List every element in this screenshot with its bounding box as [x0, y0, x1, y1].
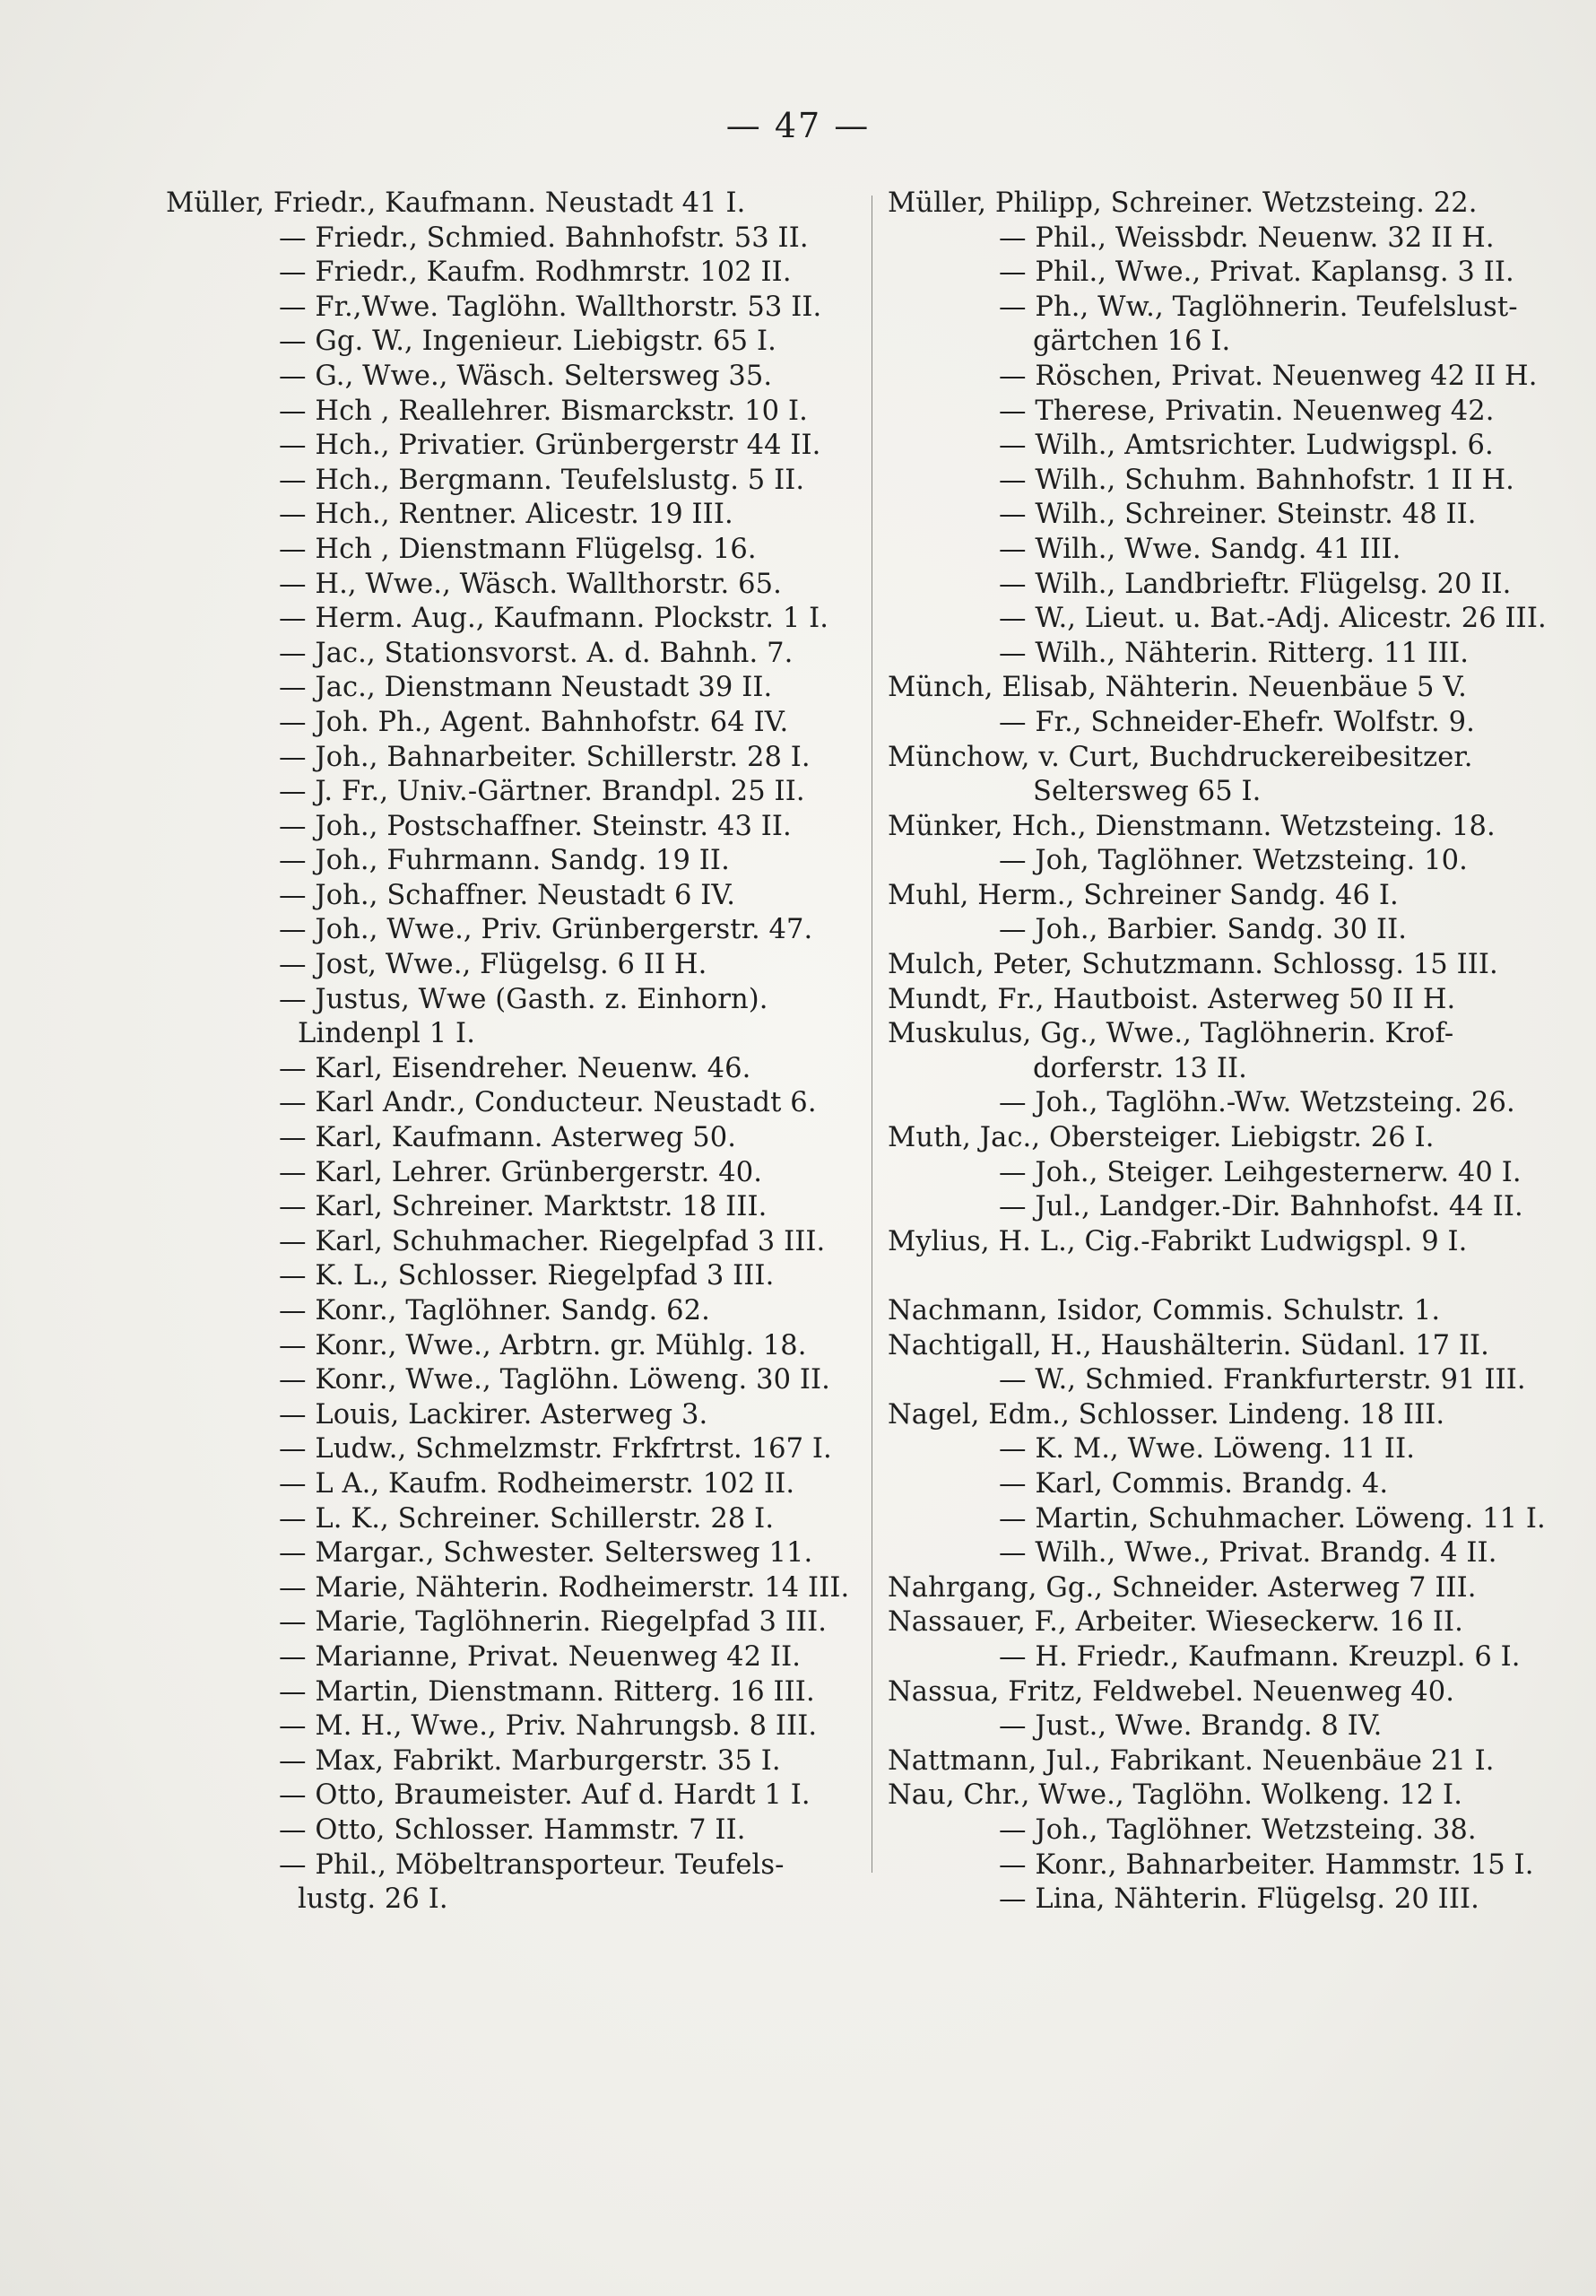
directory-entry-line: — Phil., Weissbdr. Neuenw. 32 II H.: [999, 222, 1495, 254]
directory-entry-line: Nachmann, Isidor, Commis. Schulstr. 1.: [888, 1295, 1441, 1326]
directory-entry-line: — Jac., Dienstmann Neustadt 39 II.: [279, 672, 773, 704]
directory-entry-line: — Marie, Nähterin. Rodheimerstr. 14 III.: [279, 1571, 850, 1604]
directory-entry-line: Müller, Philipp, Schreiner. Wetzsteing. 22.: [888, 187, 1478, 219]
directory-entry-line: — Konr., Wwe., Arbtrn. gr. Mühlg. 18.: [279, 1329, 807, 1361]
directory-entry-line: Seltersweg 65 I.: [1033, 776, 1262, 808]
directory-entry-line: — Hch , Reallehrer. Bismarckstr. 10 I.: [279, 395, 808, 427]
directory-entry-line: Nau, Chr., Wwe., Taglöhn. Wolkeng. 12 I.: [888, 1779, 1462, 1812]
directory-entry-line: — Joh., Bahnarbeiter. Schillerstr. 28 I.: [279, 741, 811, 773]
directory-entry-line: — Joh., Postschaffner. Steinstr. 43 II.: [279, 810, 792, 842]
directory-entry-line: — Joh., Schaffner. Neustadt 6 IV.: [279, 879, 735, 911]
directory-entry-line: — G., Wwe., Wäsch. Seltersweg 35.: [279, 360, 773, 392]
directory-entry-line: — Just., Wwe. Brandg. 8 IV.: [999, 1710, 1383, 1743]
directory-entry-line: — Fr., Schneider-Ehefr. Wolfstr. 9.: [999, 706, 1475, 738]
directory-entry-line: Münker, Hch., Dienstmann. Wetzsteing. 18.: [888, 810, 1496, 842]
directory-entry-line: — Karl, Schuhmacher. Riegelpfad 3 III.: [279, 1225, 826, 1257]
directory-entry-line: — Konr., Bahnarbeiter. Hammstr. 15 I.: [999, 1848, 1534, 1881]
directory-entry-line: — Lina, Nähterin. Flügelsg. 20 III.: [999, 1883, 1479, 1916]
directory-entry-line: — Marie, Taglöhnerin. Riegelpfad 3 III.: [279, 1606, 828, 1639]
directory-entry-line: Muhl, Herm., Schreiner Sandg. 46 I.: [888, 879, 1399, 911]
directory-entry-line: — Karl, Schreiner. Marktstr. 18 III.: [279, 1191, 768, 1223]
directory-entry-line: — Joh., Taglöhner. Wetzsteing. 38.: [999, 1813, 1477, 1846]
directory-entry-line: Lindenpl 1 I.: [298, 1018, 475, 1050]
directory-entry-line: — K. L., Schlosser. Riegelpfad 3 III.: [279, 1260, 775, 1292]
directory-entry-line: — Otto, Schlosser. Hammstr. 7 II.: [279, 1813, 746, 1846]
directory-entry-line: lustg. 26 I.: [298, 1883, 448, 1916]
directory-entry-line: — Ph., Ww., Taglöhnerin. Teufelslust-: [999, 291, 1518, 323]
directory-entry-line: Mylius, H. L., Cig.-Fabrikt Ludwigspl. 9 I.: [888, 1225, 1468, 1257]
right-column: [888, 187, 1560, 1918]
directory-entry-line: — Joh., Steiger. Leihgesternerw. 40 I.: [999, 1156, 1522, 1188]
directory-entry-line: — Hch., Bergmann. Teufelslustg. 5 II.: [279, 464, 805, 496]
page-number: — 47 —: [725, 106, 871, 145]
directory-entry-line: — Martin, Dienstmann. Ritterg. 16 III.: [279, 1675, 815, 1708]
directory-entry-line: — Jul., Landger.-Dir. Bahnhofst. 44 II.: [999, 1191, 1523, 1223]
directory-entry-line: — H. Friedr., Kaufmann. Kreuzpl. 6 I.: [999, 1640, 1521, 1673]
directory-entry-line: — Wilh., Wwe. Sandg. 41 III.: [999, 533, 1401, 565]
directory-entry-line: — Karl, Commis. Brandg. 4.: [999, 1467, 1389, 1500]
directory-entry-line: — Wilh., Amtsrichter. Ludwigspl. 6.: [999, 430, 1494, 462]
directory-entry-line: Nahrgang, Gg., Schneider. Asterweg 7 III.: [888, 1571, 1477, 1604]
directory-entry-line: — K. M., Wwe. Löweng. 11 II.: [999, 1433, 1416, 1465]
directory-entry-line: — Wilh., Wwe., Privat. Brandg. 4 II.: [999, 1537, 1497, 1570]
directory-entry-line: — Margar., Schwester. Seltersweg 11.: [279, 1537, 813, 1570]
directory-entry-line: Nachtigall, H., Haushälterin. Südanl. 17 II.: [888, 1329, 1489, 1361]
directory-entry-line: dorferstr. 13 II.: [1033, 1052, 1247, 1084]
directory-entry-line: — W., Schmied. Frankfurterstr. 91 III.: [999, 1364, 1526, 1396]
directory-entry-line: Muth, Jac., Obersteiger. Liebigstr. 26 I.: [888, 1122, 1435, 1154]
directory-entry-line: — Fr.,Wwe. Taglöhn. Wallthorstr. 53 II.: [279, 291, 822, 323]
directory-entry-line: — Phil., Möbeltransporteur. Teufels-: [279, 1848, 785, 1881]
directory-entry-line: — L A., Kaufm. Rodheimerstr. 102 II.: [279, 1467, 795, 1500]
directory-entry-line: — Konr., Taglöhner. Sandg. 62.: [279, 1295, 710, 1326]
directory-entry-line: — Phil., Wwe., Privat. Kaplansg. 3 II.: [999, 257, 1514, 289]
directory-entry-line: — Wilh., Nähterin. Ritterg. 11 III.: [999, 637, 1470, 669]
directory-entry-line: — Hch., Privatier. Grünbergerstr 44 II.: [279, 430, 821, 462]
directory-entry-line: Mulch, Peter, Schutzmann. Schlossg. 15 III.: [888, 949, 1498, 981]
directory-entry-line: — Karl, Kaufmann. Asterweg 50.: [279, 1122, 737, 1154]
directory-entry-line: — Martin, Schuhmacher. Löweng. 11 I.: [999, 1502, 1546, 1535]
directory-entry-line: — Joh, Taglöhner. Wetzsteing. 10.: [999, 845, 1468, 877]
section-gap: [888, 1259, 1560, 1294]
left-column: [166, 187, 861, 1918]
directory-entry-line: — Röschen, Privat. Neuenweg 42 II H.: [999, 360, 1538, 392]
directory-entry-line: Müller, Friedr., Kaufmann. Neustadt 41 I.: [166, 187, 746, 219]
directory-entry-line: — Wilh., Schreiner. Steinstr. 48 II.: [999, 499, 1477, 531]
directory-entry-line: — Therese, Privatin. Neuenweg 42.: [999, 395, 1495, 427]
directory-entry-line: — Max, Fabrikt. Marburgerstr. 35 I.: [279, 1744, 781, 1777]
directory-entry-line: Nagel, Edm., Schlosser. Lindeng. 18 III.: [888, 1398, 1445, 1431]
directory-entry-line: — Joh., Wwe., Priv. Grünbergerstr. 47.: [279, 914, 813, 946]
directory-entry-line: — M. H., Wwe., Priv. Nahrungsb. 8 III.: [279, 1710, 818, 1743]
directory-entry-line: — Friedr., Schmied. Bahnhofstr. 53 II.: [279, 222, 809, 254]
directory-entry-line: Nattmann, Jul., Fabrikant. Neuenbäue 21 I.: [888, 1744, 1495, 1777]
directory-entry-line: — Otto, Braumeister. Auf d. Hardt 1 I.: [279, 1779, 811, 1812]
directory-entry-line: — Justus, Wwe (Gasth. z. Einhorn).: [279, 983, 768, 1015]
directory-entry-line: — Jost, Wwe., Flügelsg. 6 II H.: [279, 949, 707, 981]
directory-entry-line: — Wilh., Landbrieftr. Flügelsg. 20 II.: [999, 568, 1512, 600]
directory-entry-line: Nassua, Fritz, Feldwebel. Neuenweg 40.: [888, 1675, 1455, 1708]
directory-entry-line: — Hch., Rentner. Alicestr. 19 III.: [279, 499, 733, 531]
directory-entry-line: — Friedr., Kaufm. Rodhmrstr. 102 II.: [279, 257, 792, 289]
directory-entry-line: — Wilh., Schuhm. Bahnhofstr. 1 II H.: [999, 464, 1514, 496]
directory-entry-line: — Joh., Barbier. Sandg. 30 II.: [999, 914, 1408, 946]
directory-entry-line: Münch, Elisab, Nähterin. Neuenbäue 5 V.: [888, 672, 1467, 704]
directory-entry-line: — Konr., Wwe., Taglöhn. Löweng. 30 II.: [279, 1364, 830, 1396]
directory-entry-line: — L. K., Schreiner. Schillerstr. 28 I.: [279, 1502, 775, 1535]
directory-entry-line: — J. Fr., Univ.-Gärtner. Brandpl. 25 II.: [279, 776, 805, 808]
directory-entry-line: — Louis, Lackirer. Asterweg 3.: [279, 1398, 708, 1431]
directory-entry-line: — Gg. W., Ingenieur. Liebigstr. 65 I.: [279, 326, 776, 358]
directory-entry-line: — W., Lieut. u. Bat.-Adj. Alicestr. 26 III.: [999, 603, 1547, 635]
directory-entry-line: — Karl, Lehrer. Grünbergerstr. 40.: [279, 1156, 763, 1188]
directory-entry-line: — H., Wwe., Wäsch. Wallthorstr. 65.: [279, 568, 782, 600]
directory-entry-line: — Jac., Stationsvorst. A. d. Bahnh. 7.: [279, 637, 794, 669]
directory-entry-line: — Ludw., Schmelzmstr. Frkfrtrst. 167 I.: [279, 1433, 832, 1465]
directory-entry-line: — Herm. Aug., Kaufmann. Plockstr. 1 I.: [279, 603, 829, 635]
directory-entry-line: — Marianne, Privat. Neuenweg 42 II.: [279, 1640, 802, 1673]
directory-entry-line: — Karl, Eisendreher. Neuenw. 46.: [279, 1052, 751, 1084]
directory-entry-line: Muskulus, Gg., Wwe., Taglöhnerin. Krof-: [888, 1018, 1454, 1050]
directory-entry-line: Münchow, v. Curt, Buchdruckereibesitzer.: [888, 741, 1473, 773]
directory-entry-line: — Joh. Ph., Agent. Bahnhofstr. 64 IV.: [279, 706, 789, 738]
directory-entry-line: gärtchen 16 I.: [1033, 326, 1231, 358]
directory-entry-line: — Joh., Taglöhn.-Ww. Wetzsteing. 26.: [999, 1087, 1515, 1119]
directory-entry-line: Nassauer, F., Arbeiter. Wieseckerw. 16 II.: [888, 1606, 1463, 1639]
directory-entry-line: — Hch , Dienstmann Flügelsg. 16.: [279, 533, 757, 565]
directory-entry-line: — Karl Andr., Conducteur. Neustadt 6.: [279, 1087, 817, 1119]
directory-entry-line: — Joh., Fuhrmann. Sandg. 19 II.: [279, 845, 730, 877]
directory-entry-line: Mundt, Fr., Hautboist. Asterweg 50 II H.: [888, 983, 1456, 1015]
